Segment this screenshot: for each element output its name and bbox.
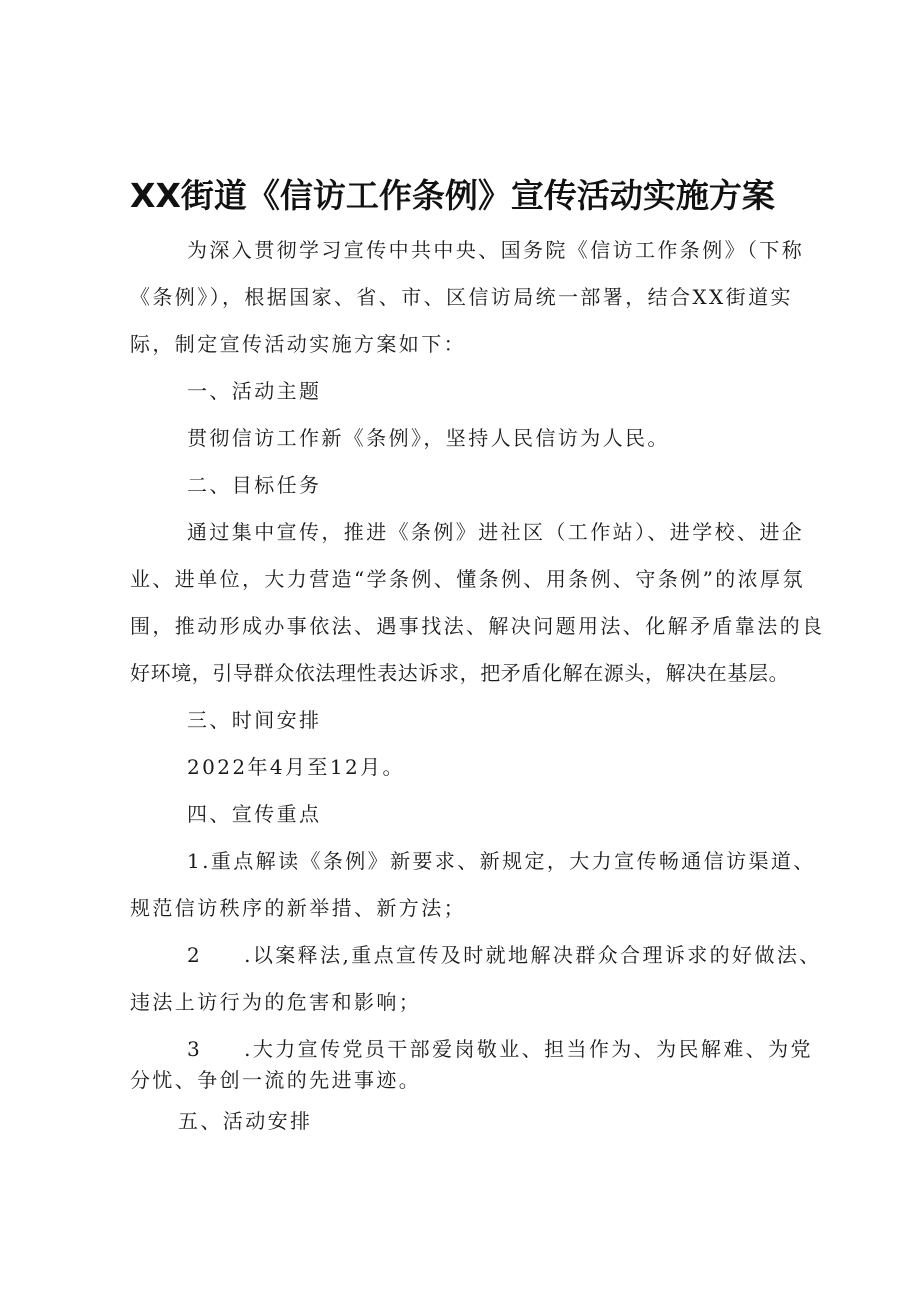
section-4-item-2-line-1	[187, 941, 822, 969]
section-4-item-1-line-1: 1.重点解读《条例》新要求、新规定，大力宣传畅通信访渠道、	[187, 849, 816, 873]
section-2-body-line-1: 通过集中宣传，推进《条例》进社区（工作站）、进学校、进企	[187, 520, 805, 544]
section-4-heading: 四、宣传重点	[187, 802, 322, 826]
document-title: XX街道《信访工作条例》宣传活动实施方案	[130, 176, 775, 215]
section-3-body: 2022年4月至12月。	[187, 755, 405, 779]
section-2-body-line-2: 业、进单位，大力营造“学条例、懂条例、用条例、守条例”的浓厚氛	[130, 567, 805, 591]
section-2-body-line-3: 围，推动形成办事依法、遇事找法、解决问题用法、化解矛盾靠法的良	[130, 614, 825, 638]
intro-line-2: 《条例》），根据国家、省、市、区信访局统一部署，结合XX街道实	[130, 285, 793, 309]
item-2-number: 2	[187, 943, 203, 967]
item-2-text: .以案释法,重点宣传及时就地解决群众合理诉求的好做法、	[244, 943, 822, 967]
section-3-heading: 三、时间安排	[187, 708, 322, 732]
section-4-item-3-line-2: 分忧、争创一流的先进事迹。	[130, 1068, 422, 1092]
section-4-item-1-line-2: 规范信访秩序的新举措、新方法；	[130, 896, 466, 920]
section-2-body-line-4: 好环境，引导群众依法理性表达诉求，把矛盾化解在源头，解决在基层。	[130, 661, 790, 685]
item-3-text: .大力宣传党员干部爱岗敬业、担当作为、为民解难、为党	[244, 1037, 813, 1061]
item-3-number: 3	[187, 1037, 203, 1061]
section-4-item-2-line-2: 违法上访行为的危害和影响；	[130, 990, 422, 1014]
section-2-heading: 二、目标任务	[187, 473, 322, 497]
intro-line-3: 际，制定宣传活动实施方案如下：	[130, 332, 466, 356]
intro-line-1: 为深入贯彻学习宣传中共中央、国务院《信访工作条例》（下称	[187, 238, 805, 262]
section-1-heading: 一、活动主题	[187, 379, 322, 403]
section-1-body: 贯彻信访工作新《条例》，坚持人民信访为人民。	[187, 426, 670, 450]
section-5-heading: 五、活动安排	[178, 1109, 313, 1133]
section-4-item-3-line-1	[187, 1035, 813, 1063]
